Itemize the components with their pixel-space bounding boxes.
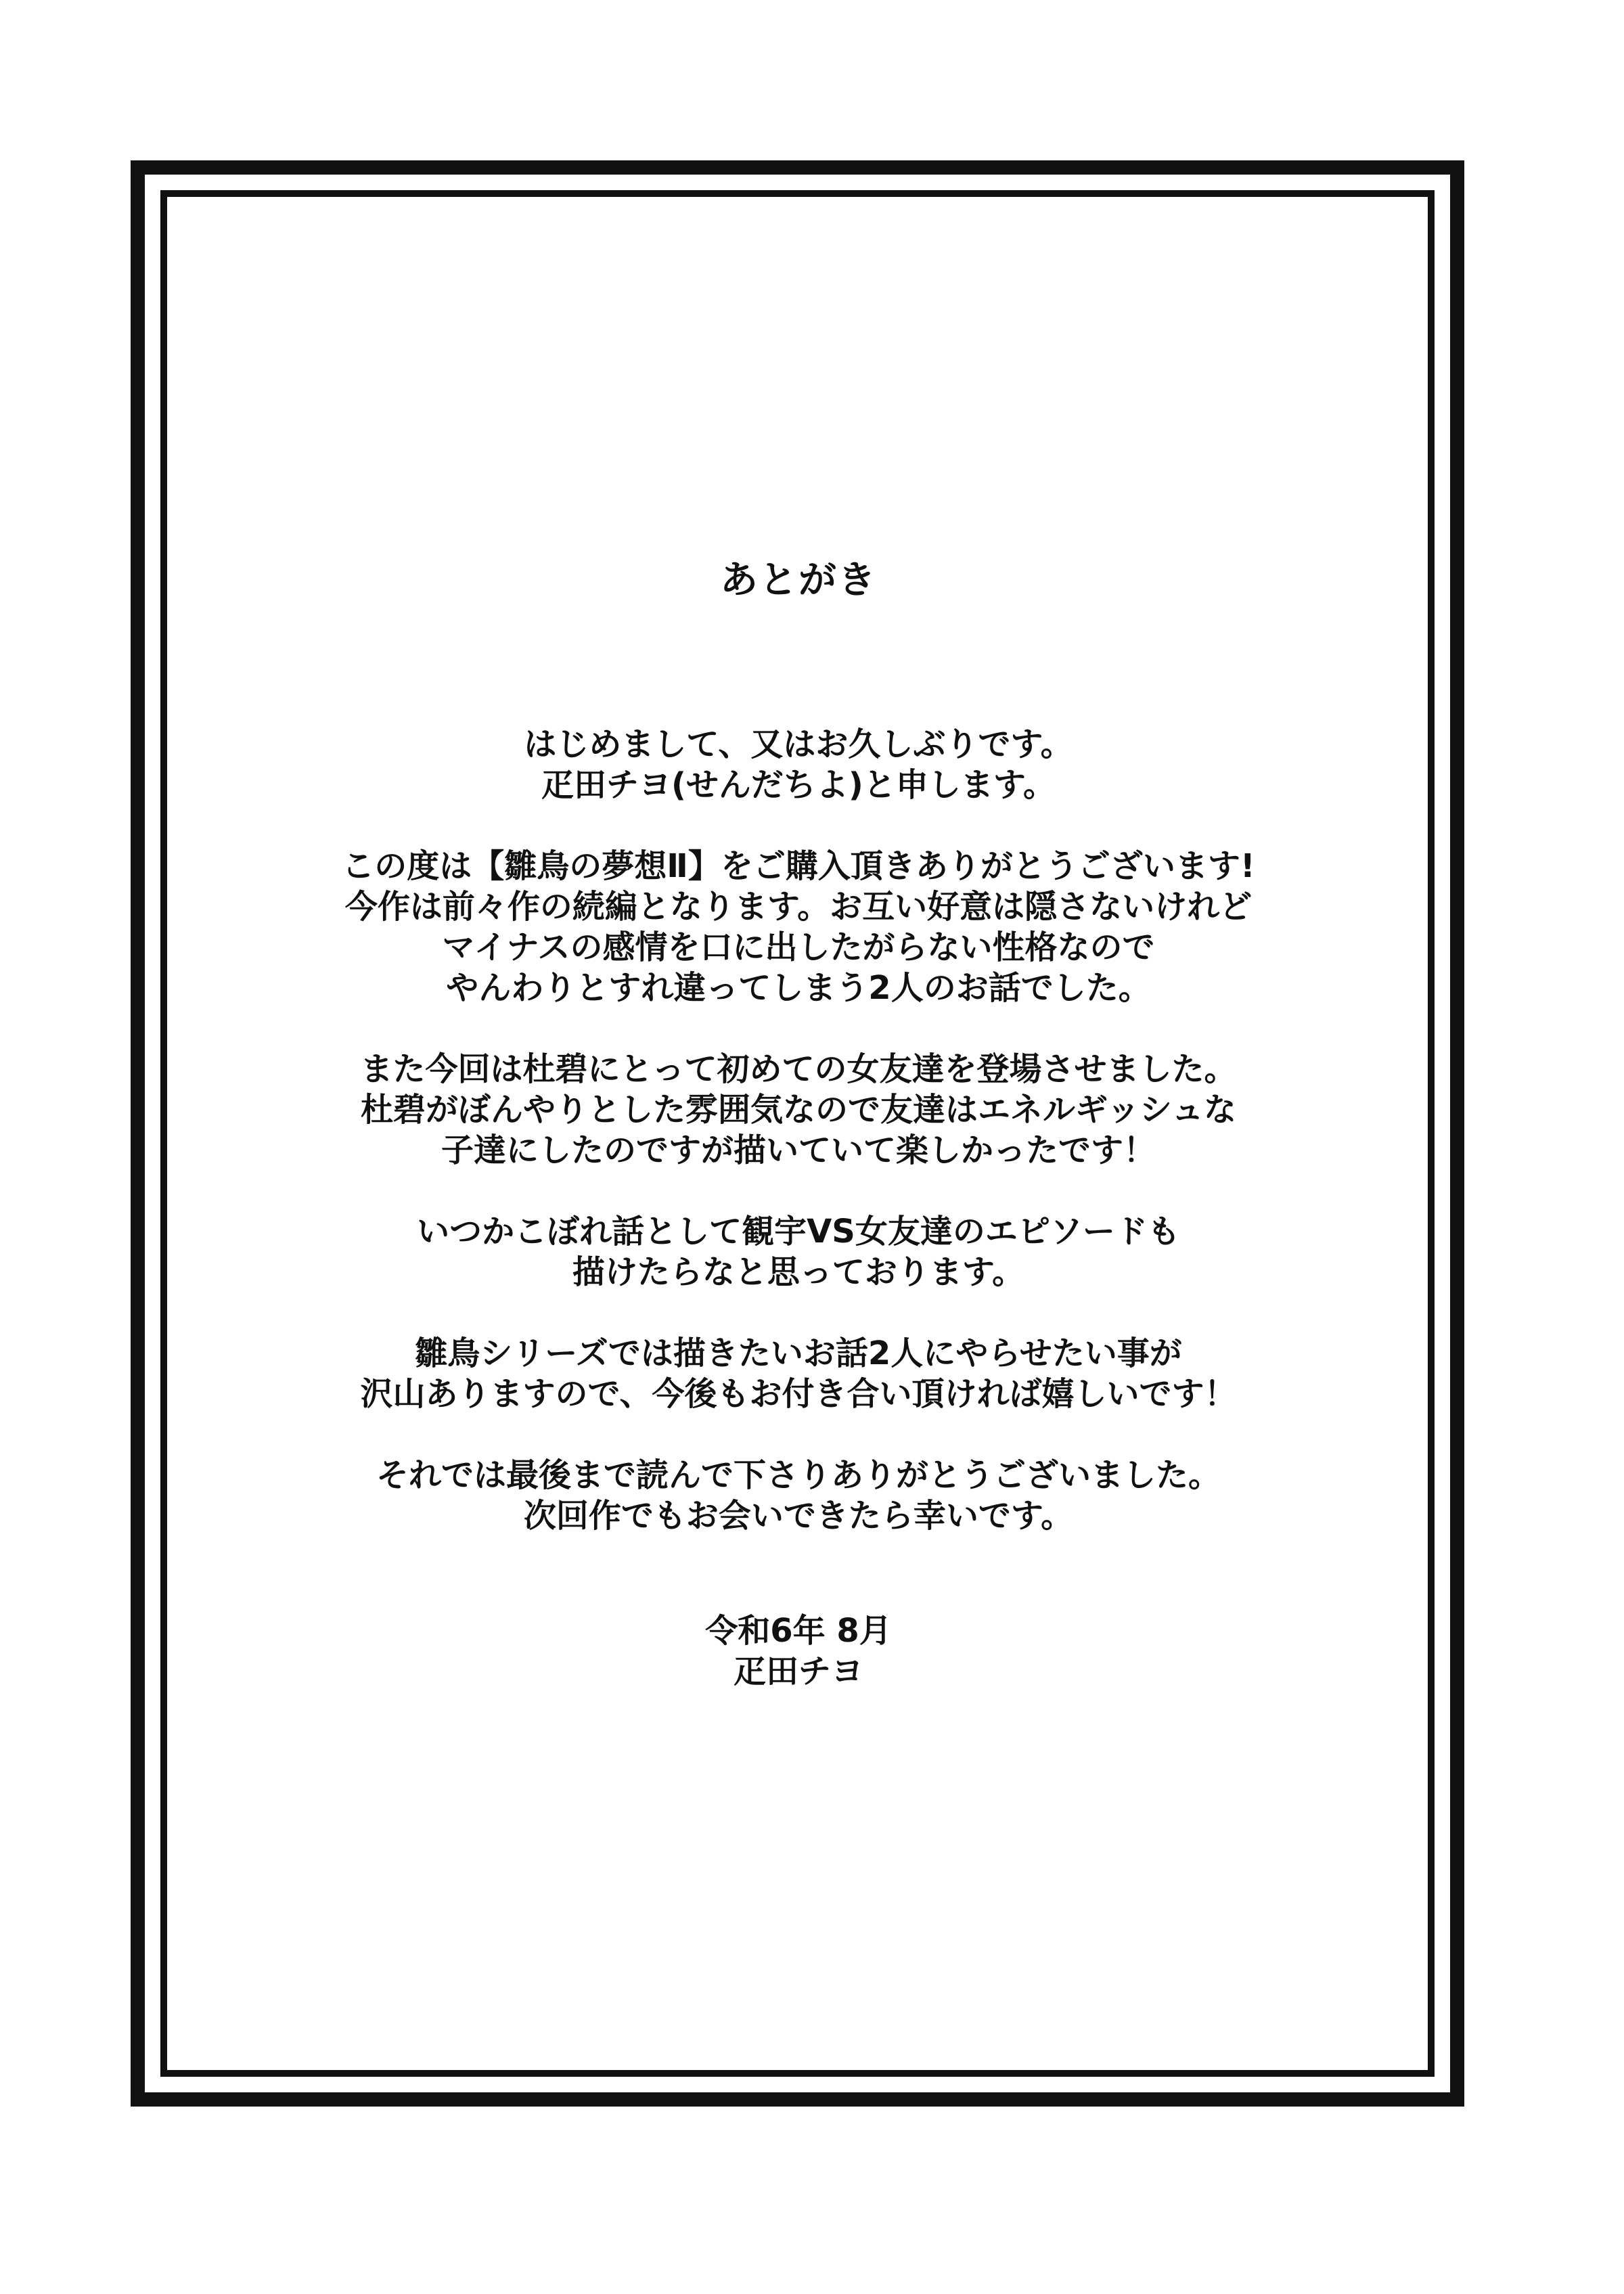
paragraph-friends	[176, 1049, 1421, 1171]
text-line: また今回は杜碧にとって初めての女友達を登場させました。	[360, 1050, 1237, 1088]
page-title: あとがき	[720, 558, 877, 602]
paragraph-episode	[176, 1211, 1421, 1292]
signature-block	[176, 1611, 1421, 1692]
text-line: 子達にしたのですが描いていて楽しかったです！	[441, 1131, 1156, 1169]
text-line: 杜碧がぼんやりとした雰囲気なので友達はエネルギッシュな	[360, 1091, 1237, 1129]
text-line: それでは最後まで読んで下さりありがとうございました。	[376, 1456, 1221, 1494]
paragraph-greeting	[176, 724, 1421, 805]
text-line: はじめまして、又はお久しぶりです。	[524, 725, 1073, 763]
text-line: 今作は前々作の続編となります。お互い好意は隠さないけれど	[344, 888, 1253, 926]
text-line: 疋田チヨ(せんだちよ)と申します。	[541, 766, 1056, 804]
text-line: この度は【雛鳥の夢想Ⅱ】をご購入頂きありがとうございます!	[342, 847, 1255, 885]
signature-date: 令和6年 8月	[705, 1612, 892, 1650]
text-line: 雛鳥シリーズでは描きたいお話2人にやらせたい事が	[415, 1334, 1182, 1372]
text-line: やんわりとすれ違ってしまう2人のお話でした。	[446, 969, 1151, 1007]
text-line: 沢山ありますので、今後もお付き合い頂ければ嬉しいです！	[360, 1375, 1237, 1413]
afterword-page	[176, 203, 1421, 2064]
text-line: いつかこぼれ話として観宇VS女友達のエピソードも	[417, 1213, 1180, 1251]
paragraph-series	[176, 1333, 1421, 1414]
text-line: 次回作でもお会いできたら幸いです。	[523, 1497, 1074, 1535]
text-line: 描けたらなと思っております。	[572, 1253, 1025, 1291]
paragraph-closing	[176, 1455, 1421, 1536]
signature-author: 疋田チヨ	[733, 1652, 863, 1690]
paragraph-thanks	[176, 846, 1421, 1008]
afterword-body	[176, 724, 1421, 1577]
text-line: マイナスの感情を口に出したがらない性格なので	[442, 928, 1155, 966]
